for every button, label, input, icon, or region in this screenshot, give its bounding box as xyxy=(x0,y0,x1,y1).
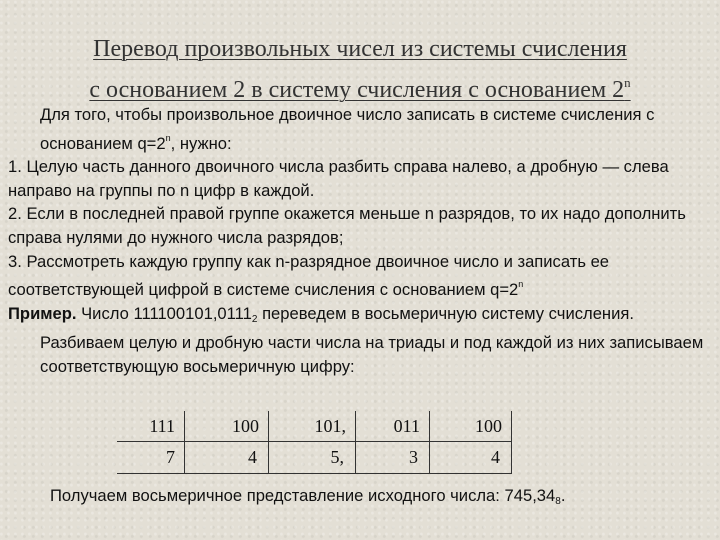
result-line: Получаем восьмеричное представление исходного числа: $745,34_8$. xyxy=(50,486,566,507)
digit-cell: 5, xyxy=(269,442,356,474)
digit-cell: 4 xyxy=(430,442,512,474)
example-label: Пример. xyxy=(8,303,77,323)
title-line-2: с основанием 2 в систему счисления с основанием 2$^n$ xyxy=(89,75,631,103)
digit-cell: 3 xyxy=(356,442,430,474)
digit-cell: 7 xyxy=(117,442,185,474)
triad-cell: 111 xyxy=(117,411,185,442)
triad-cell: 100 xyxy=(430,411,512,442)
triad-cell: 100 xyxy=(185,411,269,442)
digit-cell: 4 xyxy=(185,442,269,474)
triads-table xyxy=(117,411,512,474)
intro-paragraph: Для того, чтобы произвольное двоичное число записать в системе счисления с основанием $q=2^n$, нужно: xyxy=(40,105,655,153)
split-paragraph: Разбиваем целую и дробную части числа на триады и под каждой из них записываем соответствующую восьмеричную цифру: xyxy=(40,333,704,376)
triad-cell: 101, xyxy=(269,411,356,442)
step-2: 2. Если в последней правой группе окажется меньше n разрядов, то их надо дополнить справа нулями до нужного числа разрядов; xyxy=(8,204,686,247)
slide-title xyxy=(30,32,690,107)
example-paragraph: Пример. Число $111100101,0111_2$ переведем в восьмеричную систему счисления. xyxy=(8,303,634,325)
table-row-triads xyxy=(117,411,512,442)
triad-cell: 011 xyxy=(356,411,430,442)
table-row-digits xyxy=(117,442,512,474)
slide-body xyxy=(8,103,710,379)
step-3: 3. Рассмотреть каждую группу как n-разрядное двоичное число и записать ее соответствующей цифрой в системе счисления с основанием $q=2^n$ xyxy=(8,251,610,300)
title-superscript: n xyxy=(624,75,631,90)
step-1: 1. Целую часть данного двоичного числа разбить справа налево, а дробную — слева направо на группы по n цифр в каждой. xyxy=(8,157,669,200)
title-line-1: Перевод произвольных чисел из системы счисления xyxy=(93,36,627,62)
